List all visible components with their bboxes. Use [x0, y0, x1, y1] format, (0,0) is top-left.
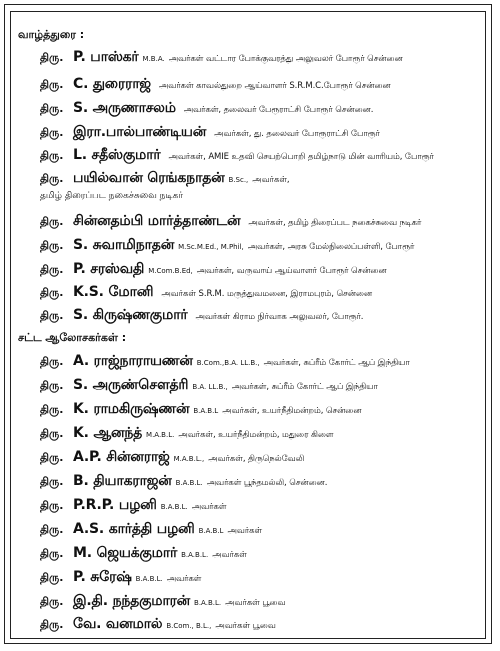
- designation: அவர்கள் காவல்துறை ஆய்வாளர் S.R.M.C.போரூர் சென்னை: [158, 81, 391, 91]
- list-item: [40, 284, 488, 304]
- list-item: [40, 76, 488, 96]
- list-item: [40, 377, 488, 397]
- honorific: திரு.: [40, 309, 64, 322]
- designation: அவர்கள் வட்டார போக்குவரத்து அலுவலர் போரூர் சென்னை: [168, 54, 403, 64]
- honorific: திரு.: [40, 263, 64, 276]
- qualifications: M.A.B.L.: [146, 431, 175, 439]
- list-item: [40, 100, 488, 120]
- designation: அவர்கள்: [191, 502, 227, 512]
- qualifications: M.Com.B.Ed,: [148, 267, 193, 275]
- designation: அவர்கள் கிராம நிர்வாக அலுவலர், போரூர்.: [195, 312, 364, 322]
- qualifications: B.A. LL.B.,: [192, 383, 228, 391]
- designation: அவர்கள்,: [252, 175, 290, 185]
- honorific: திரு.: [40, 78, 64, 91]
- list-item: [40, 449, 488, 469]
- qualifications: B.A.B.L.: [135, 575, 163, 583]
- list-item: [40, 49, 488, 69]
- qualifications: B.A.B.L.: [175, 479, 203, 487]
- honorific: திரு.: [40, 149, 64, 162]
- person-name: வே. வனமால்: [73, 616, 163, 632]
- list-item: [40, 124, 488, 144]
- designation: அவர்கள், உயர்நீதிமன்றம், மதுரை கிளை: [178, 430, 334, 440]
- designation: அவர்கள்: [227, 526, 263, 536]
- designation: அவர்கள், AMIE உதவி செயற்பொறி தமிழ்நாடு மின் வாரியம், போரூர்: [168, 152, 434, 162]
- honorific: திரு.: [40, 547, 64, 560]
- person-name: K. ஆனந்த்: [73, 425, 143, 441]
- person-name: P. சுரேஷ்: [73, 569, 132, 585]
- section-heading-legal-advisors: சட்ட ஆலோசகர்கள் :: [18, 331, 127, 344]
- person-name: இ.தி. நந்தகுமாரன்: [73, 593, 191, 609]
- list-item: [40, 261, 488, 281]
- qualifications: B.A.B.L.: [160, 503, 188, 511]
- designation: அவர்கள், து. தலைவர் போரூராட்சி போரூர்: [214, 129, 380, 139]
- honorific: திரு.: [40, 427, 64, 440]
- list-item: [40, 593, 488, 613]
- qualifications: M.Sc.M.Ed., M.Phil,: [178, 243, 244, 251]
- list-item: [40, 353, 488, 373]
- person-name: P.R.P. பழனி: [73, 497, 157, 513]
- honorific: திரு.: [40, 215, 64, 228]
- person-name: K.S. மோனி: [73, 284, 154, 300]
- qualifications: B.A.B.L.: [181, 551, 209, 559]
- qualifications: B.Com., B.L.,: [166, 622, 212, 630]
- list-item: [40, 170, 488, 190]
- designation: அவர்கள், தலைவர் பேரூராட்சி போரூர் சென்னை.: [183, 105, 374, 115]
- qualifications: B.A.B.L: [198, 527, 224, 535]
- qualifications: B.A.B.L: [193, 407, 219, 415]
- person-name: P. பாஸ்கர்: [73, 49, 139, 65]
- person-name: சின்னதம்பி மார்த்தாண்டன்: [73, 213, 241, 229]
- designation: அவர்கள் பூவை: [215, 621, 276, 631]
- person-name: C. துரைராஜ்: [73, 76, 151, 92]
- person-name: K. ராமகிருஷ்ணன்: [73, 401, 190, 417]
- designation: அவர்கள் S.R.M. மருத்துவமனை, இராமபுரம், சென்னை: [161, 289, 373, 299]
- designation: அவர்கள்: [212, 550, 247, 560]
- list-item: [40, 473, 488, 493]
- honorific: திரு.: [40, 239, 64, 252]
- honorific: திரு.: [40, 286, 64, 299]
- designation: அவர்கள் பூந்தமல்லி, சென்னை.: [206, 478, 328, 488]
- list-item: [40, 616, 488, 636]
- honorific: திரு.: [40, 523, 64, 536]
- qualifications: B.Sc.,: [228, 176, 249, 184]
- list-item: [40, 425, 488, 445]
- list-item: [40, 545, 488, 565]
- designation: அவர்கள், அரசு மேல்நிலைப்பள்ளி, போரூர்: [247, 242, 415, 252]
- honorific: திரு.: [40, 172, 64, 185]
- person-name: A. ராஜ்நாராயணன்: [73, 353, 193, 369]
- qualifications: M.A.B.L.,: [173, 455, 205, 463]
- designation: அவர்கள் பூவை: [225, 598, 286, 608]
- qualifications: B.Com.,B.A. LL.B.,: [196, 359, 260, 367]
- list-item: [40, 497, 488, 517]
- honorific: திரு.: [40, 475, 64, 488]
- person-name: பயில்வான் ரெங்கநாதன்: [73, 170, 225, 186]
- designation: அவர்கள், தமிழ் திரைப்பட நகைச்சுவை நடிகர்: [248, 218, 422, 228]
- person-name: S. அருணாசலம்: [73, 100, 176, 116]
- honorific: திரு.: [40, 451, 64, 464]
- designation: அவர்கள், உயர்நீதிமன்றம், சென்னை: [222, 406, 362, 416]
- person-name: P. சரஸ்வதி: [73, 261, 145, 277]
- section-heading-greetings: வாழ்த்துரை :: [18, 28, 85, 41]
- designation: அவர்கள், வருவாய் ஆய்வாளர் போரூர் சென்னை: [196, 266, 387, 276]
- honorific: திரு.: [40, 571, 64, 584]
- designation: அவர்கள், திருநெல்வேலி: [208, 454, 305, 464]
- honorific: திரு.: [40, 618, 64, 631]
- honorific: திரு.: [40, 595, 64, 608]
- person-name: L. சதீஸ்குமார்: [73, 147, 161, 163]
- person-name: B. தியாகராஜன்: [73, 473, 172, 489]
- person-name: A.P. சின்னராஜ்: [73, 449, 170, 465]
- honorific: திரு.: [40, 403, 64, 416]
- person-name: இரா.பால்பாண்டியன்: [73, 124, 207, 140]
- person-name: S. சுவாமிநாதன்: [73, 237, 175, 253]
- list-item: [40, 569, 488, 589]
- person-name: S. அருண்சௌத்ரி: [73, 377, 189, 393]
- designation: அவர்கள், சுப்ரீம் கோர்ட் ஆப் இந்தியா: [231, 382, 378, 392]
- person-name: A.S. கார்த்தி பழனி: [73, 521, 195, 537]
- qualifications: B.A.B.L.: [194, 599, 222, 607]
- list-item: [40, 213, 488, 233]
- list-item: [40, 307, 488, 327]
- list-item: [40, 237, 488, 257]
- person-name: S. கிருஷ்ணகுமார்: [73, 307, 188, 323]
- list-item: [40, 401, 488, 421]
- list-item: [40, 147, 488, 167]
- honorific: திரு.: [40, 102, 64, 115]
- honorific: திரு.: [40, 499, 64, 512]
- designation-continued: தமிழ் திரைப்பட நகைச்சுவை நடிகர்: [40, 191, 184, 201]
- honorific: திரு.: [40, 126, 64, 139]
- honorific: திரு.: [40, 355, 64, 368]
- qualifications: M.B.A.: [142, 55, 165, 63]
- designation: அவர்கள், சுப்ரீம் கோர்ட் ஆப் இந்தியா: [263, 358, 410, 368]
- person-name: M. ஜெயக்குமார்: [73, 545, 178, 561]
- designation: அவர்கள்: [166, 574, 202, 584]
- honorific: திரு.: [40, 51, 64, 64]
- honorific: திரு.: [40, 379, 64, 392]
- list-item: [40, 521, 488, 541]
